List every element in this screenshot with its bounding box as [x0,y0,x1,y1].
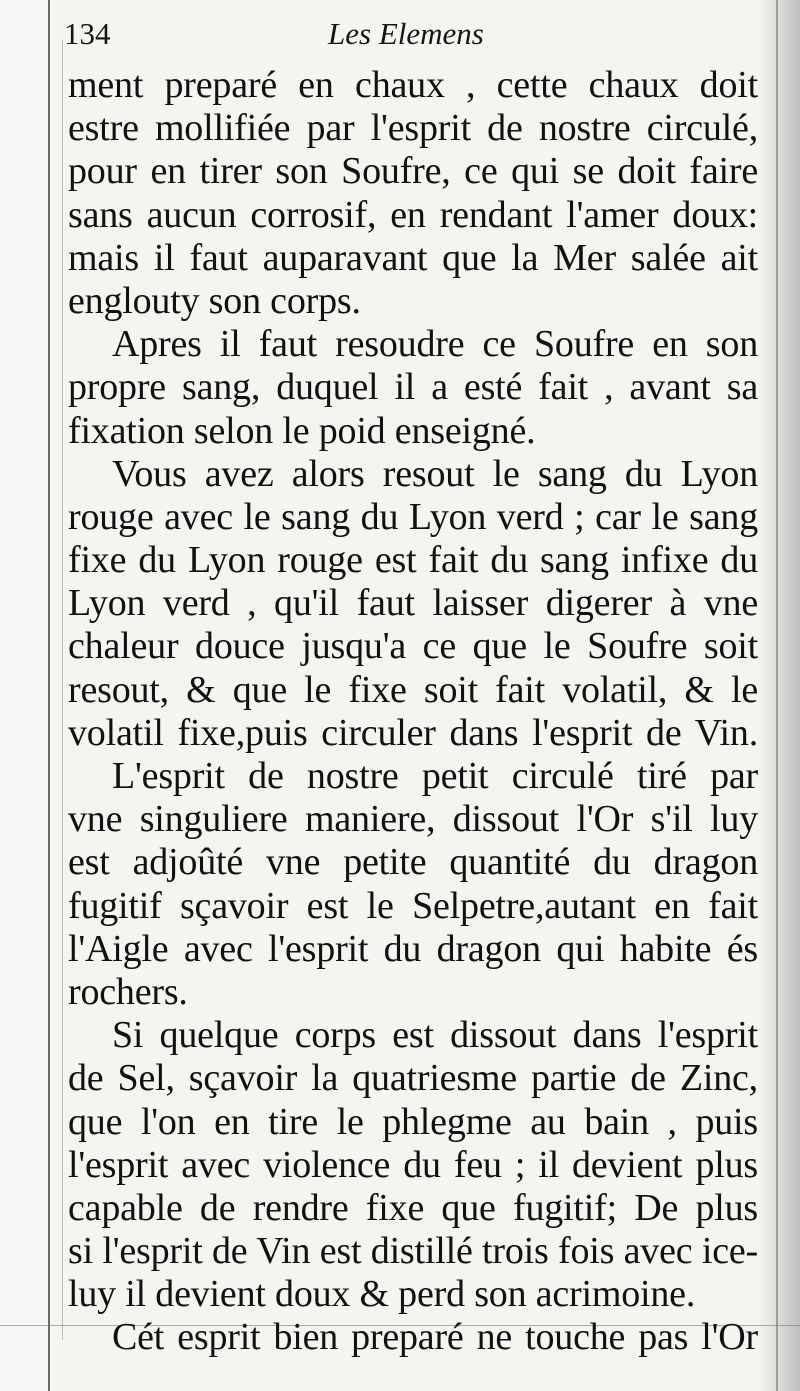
text-line: chaleur douce jusqu'a ce que le Soufre soit [68,625,758,668]
text-line: mais il faut auparavant que la Mer salée ait [68,236,758,279]
text-line: est adjoûté vne petite quantité du dragon [68,841,758,884]
scan-border-inner [62,40,63,1340]
scan-border-left [48,0,50,1391]
text-line: vne singuliere maniere, dissout l'Or s'il luy [68,798,758,841]
text-line: luy il devient doux & perd son acrimoine. [68,1273,696,1316]
text-line: Cét esprit bien preparé ne touche pas l'Or [112,1316,758,1359]
text-line: estre mollifiée par l'esprit de nostre circulé, [68,107,758,150]
page-header [64,14,754,54]
text-line: pour en tirer son Soufre, ce qui se doit faire [68,150,758,193]
text-line: Lyon verd , qu'il faut laisser digerer à vne [68,582,758,625]
text-line: que l'on en tire le phlegme au bain , puis [68,1100,758,1143]
page-gutter-shadow [758,0,800,1391]
text-line: englouty son corps. [68,279,361,322]
text-line: l'esprit avec violence du feu ; il devient plus [68,1143,758,1186]
text-line: de Sel, sçavoir la quatriesme partie de Zinc, [68,1057,758,1100]
text-line: resout, & que le fixe soit fait volatil, & le [68,668,758,711]
text-line: rouge avec le sang du Lyon verd ; car le sang [68,495,758,538]
text-line: propre sang, duquel il a esté fait , avant sa [68,366,758,409]
page-left-margin [0,0,54,1391]
text-line: fixe du Lyon rouge est fait du sang infixe du [68,539,758,582]
text-line: ment preparé en chaux , cette chaux doit [68,64,758,106]
page-number: 134 [64,16,111,51]
running-title: Les Elemens [328,16,484,51]
text-line: capable de rendre fixe que fugitif; De plus [68,1186,758,1229]
text-line: Vous avez alors resout le sang du Lyon [112,452,758,495]
text-line: L'esprit de nostre petit circulé tiré par [112,755,758,797]
text-line: Apres il faut resoudre ce Soufre en son [112,323,758,366]
text-line: fixation selon le poid enseigné. [68,409,536,452]
text-line: l'Aigle avec l'esprit du dragon qui habite és [68,927,758,970]
text-line: sans aucun corrosif, en rendant l'amer doux: [68,193,758,236]
text-line: rochers. [68,970,188,1013]
text-line: volatil fixe,puis circuler dans l'esprit de Vin. [68,711,758,754]
scan-border-right [776,0,778,1391]
body-text [68,64,758,1360]
text-line: si l'esprit de Vin est distillé trois fois avec ice- [68,1230,758,1273]
text-line: Si quelque corps est dissout dans l'esprit [112,1014,758,1057]
text-line: fugitif sçavoir est le Selpetre,autant en fait [68,884,758,927]
